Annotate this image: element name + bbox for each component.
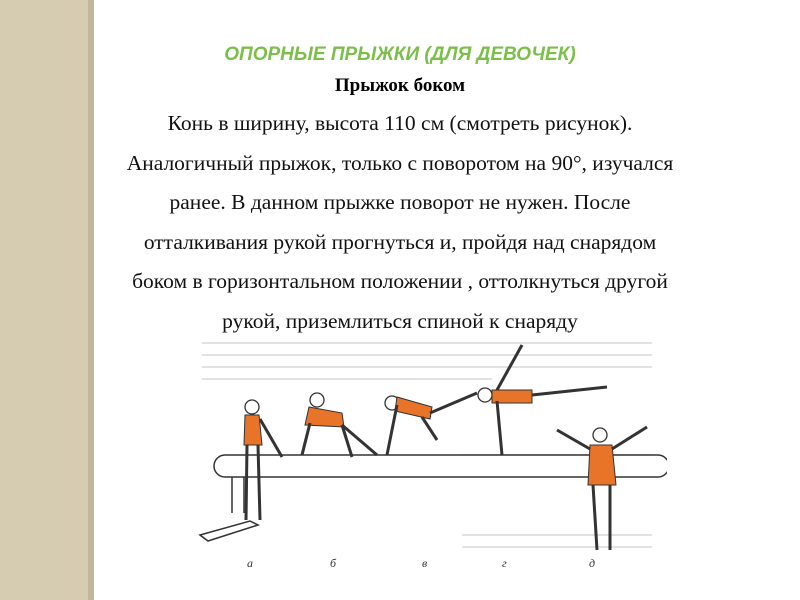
figure-label: в — [422, 556, 428, 570]
figure-label: а — [247, 556, 253, 570]
figure-label: д — [589, 556, 596, 570]
slide-title: ОПОРНЫЕ ПРЫЖКИ (ДЛЯ ДЕВОЧЕК) — [224, 44, 576, 65]
vault-sequence-drawing — [192, 335, 667, 590]
body-line: Аналогичный прыжок, только с поворотом на 90°, изучался — [126, 150, 674, 175]
figure-label: б — [330, 556, 337, 570]
figure-label: г — [502, 556, 507, 570]
body-line: рукой, приземлиться спиной к снаряду — [222, 308, 578, 333]
springboard — [200, 521, 258, 541]
gymnast-figure-b — [302, 393, 377, 457]
body-line: ранее. В данном прыжке поворот не нужен. После — [169, 190, 631, 214]
body-line: отталкивания рукой прогнуться и, пройдя над снарядом — [143, 229, 657, 254]
gymnast-figure-g — [478, 345, 607, 455]
gymnast-figure-v — [385, 393, 477, 455]
body-line: боком в горизонтальном положении , оттолкнуться другой — [132, 269, 668, 293]
body-paragraph — [5, 104, 795, 341]
slide-subtitle: Прыжок боком — [334, 75, 466, 96]
body-line: Конь в ширину, высота 110 см (смотреть рисунок). — [167, 111, 633, 135]
vault-illustration — [192, 335, 667, 590]
gymnast-figure-d — [557, 427, 647, 550]
